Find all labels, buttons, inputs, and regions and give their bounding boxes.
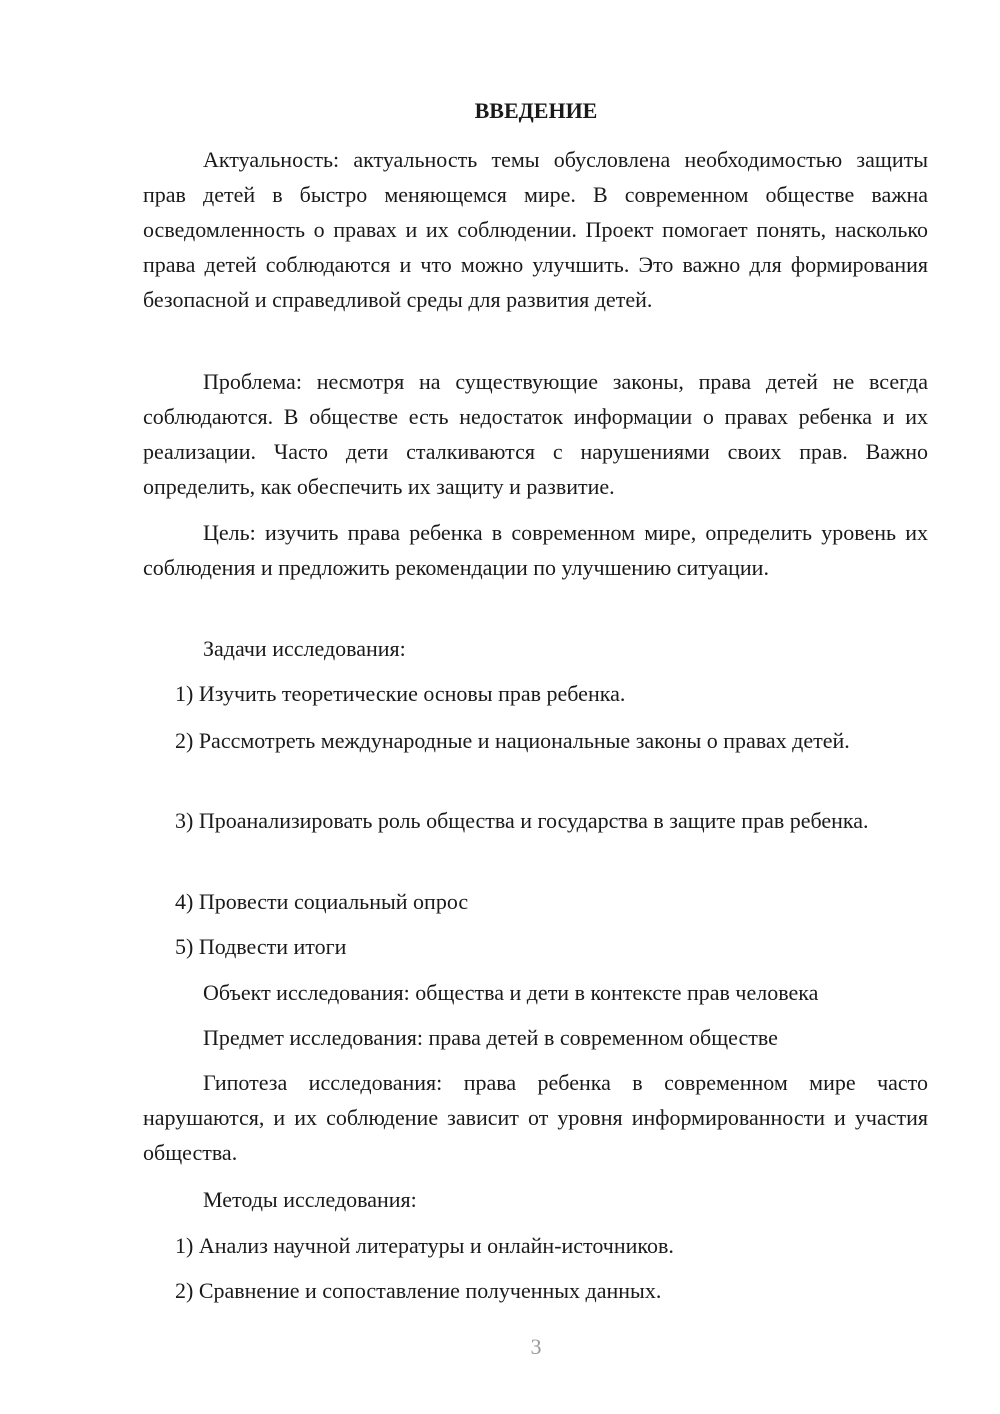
page-number: 3 <box>530 1334 542 1359</box>
method-item-1: 1) Анализ научной литературы и онлайн-источников. <box>175 1233 674 1258</box>
paragraph-object: Объект исследования: общества и дети в контексте прав человека <box>203 980 819 1005</box>
task-item-2: 2) Рассмотреть международные и национальные законы о правах детей. <box>175 728 850 753</box>
task-item-4: 4) Провести социальный опрос <box>175 889 469 914</box>
paragraph-relevance: Актуальность: актуальность темы обусловлена необходимостью защиты прав детей в быстро меняющемся мире. В современном обществе важна осведомленность о правах и их соблюдении. Проект помогает понять, насколько права детей соблюдаются и что можно улучшить. Это важно для формирования безопасной и справедливой среды для развития детей. <box>143 147 928 312</box>
paragraph-tasks-heading: Задачи исследования: <box>203 636 406 661</box>
page-title: ВВЕДЕНИЕ <box>474 98 598 123</box>
task-item-3: 3) Проанализировать роль общества и государства в защите прав ребенка. <box>175 808 869 833</box>
paragraph-hypothesis: Гипотеза исследования: права ребенка в современном мире часто нарушаются, и их соблюдение зависит от уровня информированности и участия общества. <box>143 1070 928 1165</box>
paragraph-goal: Цель: изучить права ребенка в современном мире, определить уровень их соблюдения и предложить рекомендации по улучшению ситуации. <box>143 520 928 580</box>
task-item-1: 1) Изучить теоретические основы прав ребенка. <box>175 681 626 706</box>
paragraph-problem: Проблема: несмотря на существующие законы, права детей не всегда соблюдаются. В обществе есть недостаток информации о правах ребенка и их реализации. Часто дети сталкиваются с нарушениями своих прав. Важно определить, как обеспечить их защиту и развитие. <box>143 369 928 499</box>
task-item-5: 5) Подвести итоги <box>175 934 347 959</box>
method-item-2: 2) Сравнение и сопоставление полученных данных. <box>175 1278 662 1303</box>
paragraph-subject: Предмет исследования: права детей в современном обществе <box>203 1025 778 1050</box>
paragraph-methods-heading: Методы исследования: <box>203 1187 417 1212</box>
